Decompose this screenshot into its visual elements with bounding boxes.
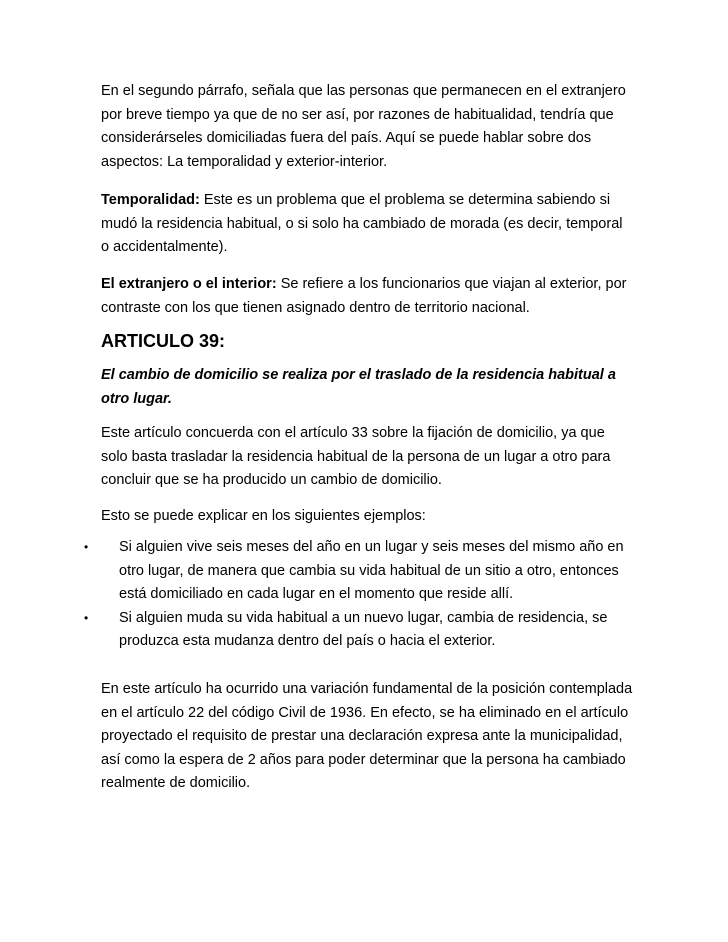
list-item <box>84 607 644 654</box>
bullet-icon: • <box>84 610 89 625</box>
text-line: otro lugar. <box>101 390 172 407</box>
text-line: realmente de domicilio. <box>101 775 251 791</box>
text-line: mudó la residencia habitual, o si solo ha cambiado de morada (es decir, temporal <box>101 215 623 232</box>
examples-list <box>84 536 644 654</box>
text-line: por breve tiempo ya que de no ser así, por razones de habitualidad, tendría que <box>101 106 614 123</box>
paragraph-intro <box>101 80 641 174</box>
text-line: produzca esta mudanza dentro del país o hacia el exterior. <box>119 633 496 649</box>
paragraph-extranjero <box>101 273 641 320</box>
article-text <box>101 364 641 411</box>
text-line: aspectos: La temporalidad y exterior-interior. <box>101 153 388 170</box>
list-item <box>84 536 644 607</box>
term-label: Temporalidad: <box>101 192 200 208</box>
text-line: En el segundo párrafo, señala que las personas que permanecen en el extranjero <box>101 83 626 99</box>
text-line: considerárseles domiciliadas fuera del país. Aquí se puede hablar sobre dos <box>101 130 592 146</box>
text-line: Si alguien muda su vida habitual a un nuevo lugar, cambia de residencia, se <box>119 609 608 626</box>
text-line: está domiciliado en cada lugar en el momento que reside allí. <box>119 586 514 602</box>
text-line: así como la espera de 2 años para poder determinar que la persona ha cambiado <box>101 751 626 768</box>
paragraph-variation <box>101 678 641 796</box>
paragraph-examples-intro: Esto se puede explicar en los siguientes ejemplos: <box>101 508 426 524</box>
term-text: Este es un problema que el problema se determina sabiendo si <box>199 192 611 208</box>
text-line: Si alguien vive seis meses del año en un lugar y seis meses del mismo año en <box>119 539 624 555</box>
text-line: En este artículo ha ocurrido una variación fundamental de la posición contemplada <box>101 681 633 697</box>
text-line: proyectado el requisito de prestar una declaración expresa ante la municipalidad, <box>101 728 623 744</box>
text-line: concluir que se ha producido un cambio de domicilio. <box>101 472 442 488</box>
paragraph-concordance <box>101 422 641 493</box>
text-line: otro lugar, de manera que cambia su vida habitual de un sitio a otro, entonces <box>119 562 619 579</box>
text-line: El cambio de domicilio se realiza por el traslado de la residencia habitual a <box>101 367 616 383</box>
term-text: Se refiere a los funcionarios que viajan al exterior, por <box>276 276 627 292</box>
bullet-icon: • <box>84 540 89 554</box>
term-label: El extranjero o el interior: <box>101 276 277 292</box>
text-line: en el artículo 22 del código Civil de 1936. En efecto, se ha eliminado en el artículo <box>101 704 629 721</box>
text-line <box>101 273 641 297</box>
text-line: Este artículo concuerda con el artículo 33 sobre la fijación de domicilio, ya que <box>101 425 605 441</box>
paragraph-temporalidad <box>101 189 641 260</box>
text-line: o accidentalmente). <box>101 239 228 255</box>
text-line: solo basta trasladar la residencia habitual de la persona de un lugar a otro para <box>101 448 611 465</box>
text-line <box>101 189 641 213</box>
article-heading: ARTICULO 39: <box>101 331 226 351</box>
text-line: contraste con los que tienen asignado dentro de territorio nacional. <box>101 299 530 316</box>
